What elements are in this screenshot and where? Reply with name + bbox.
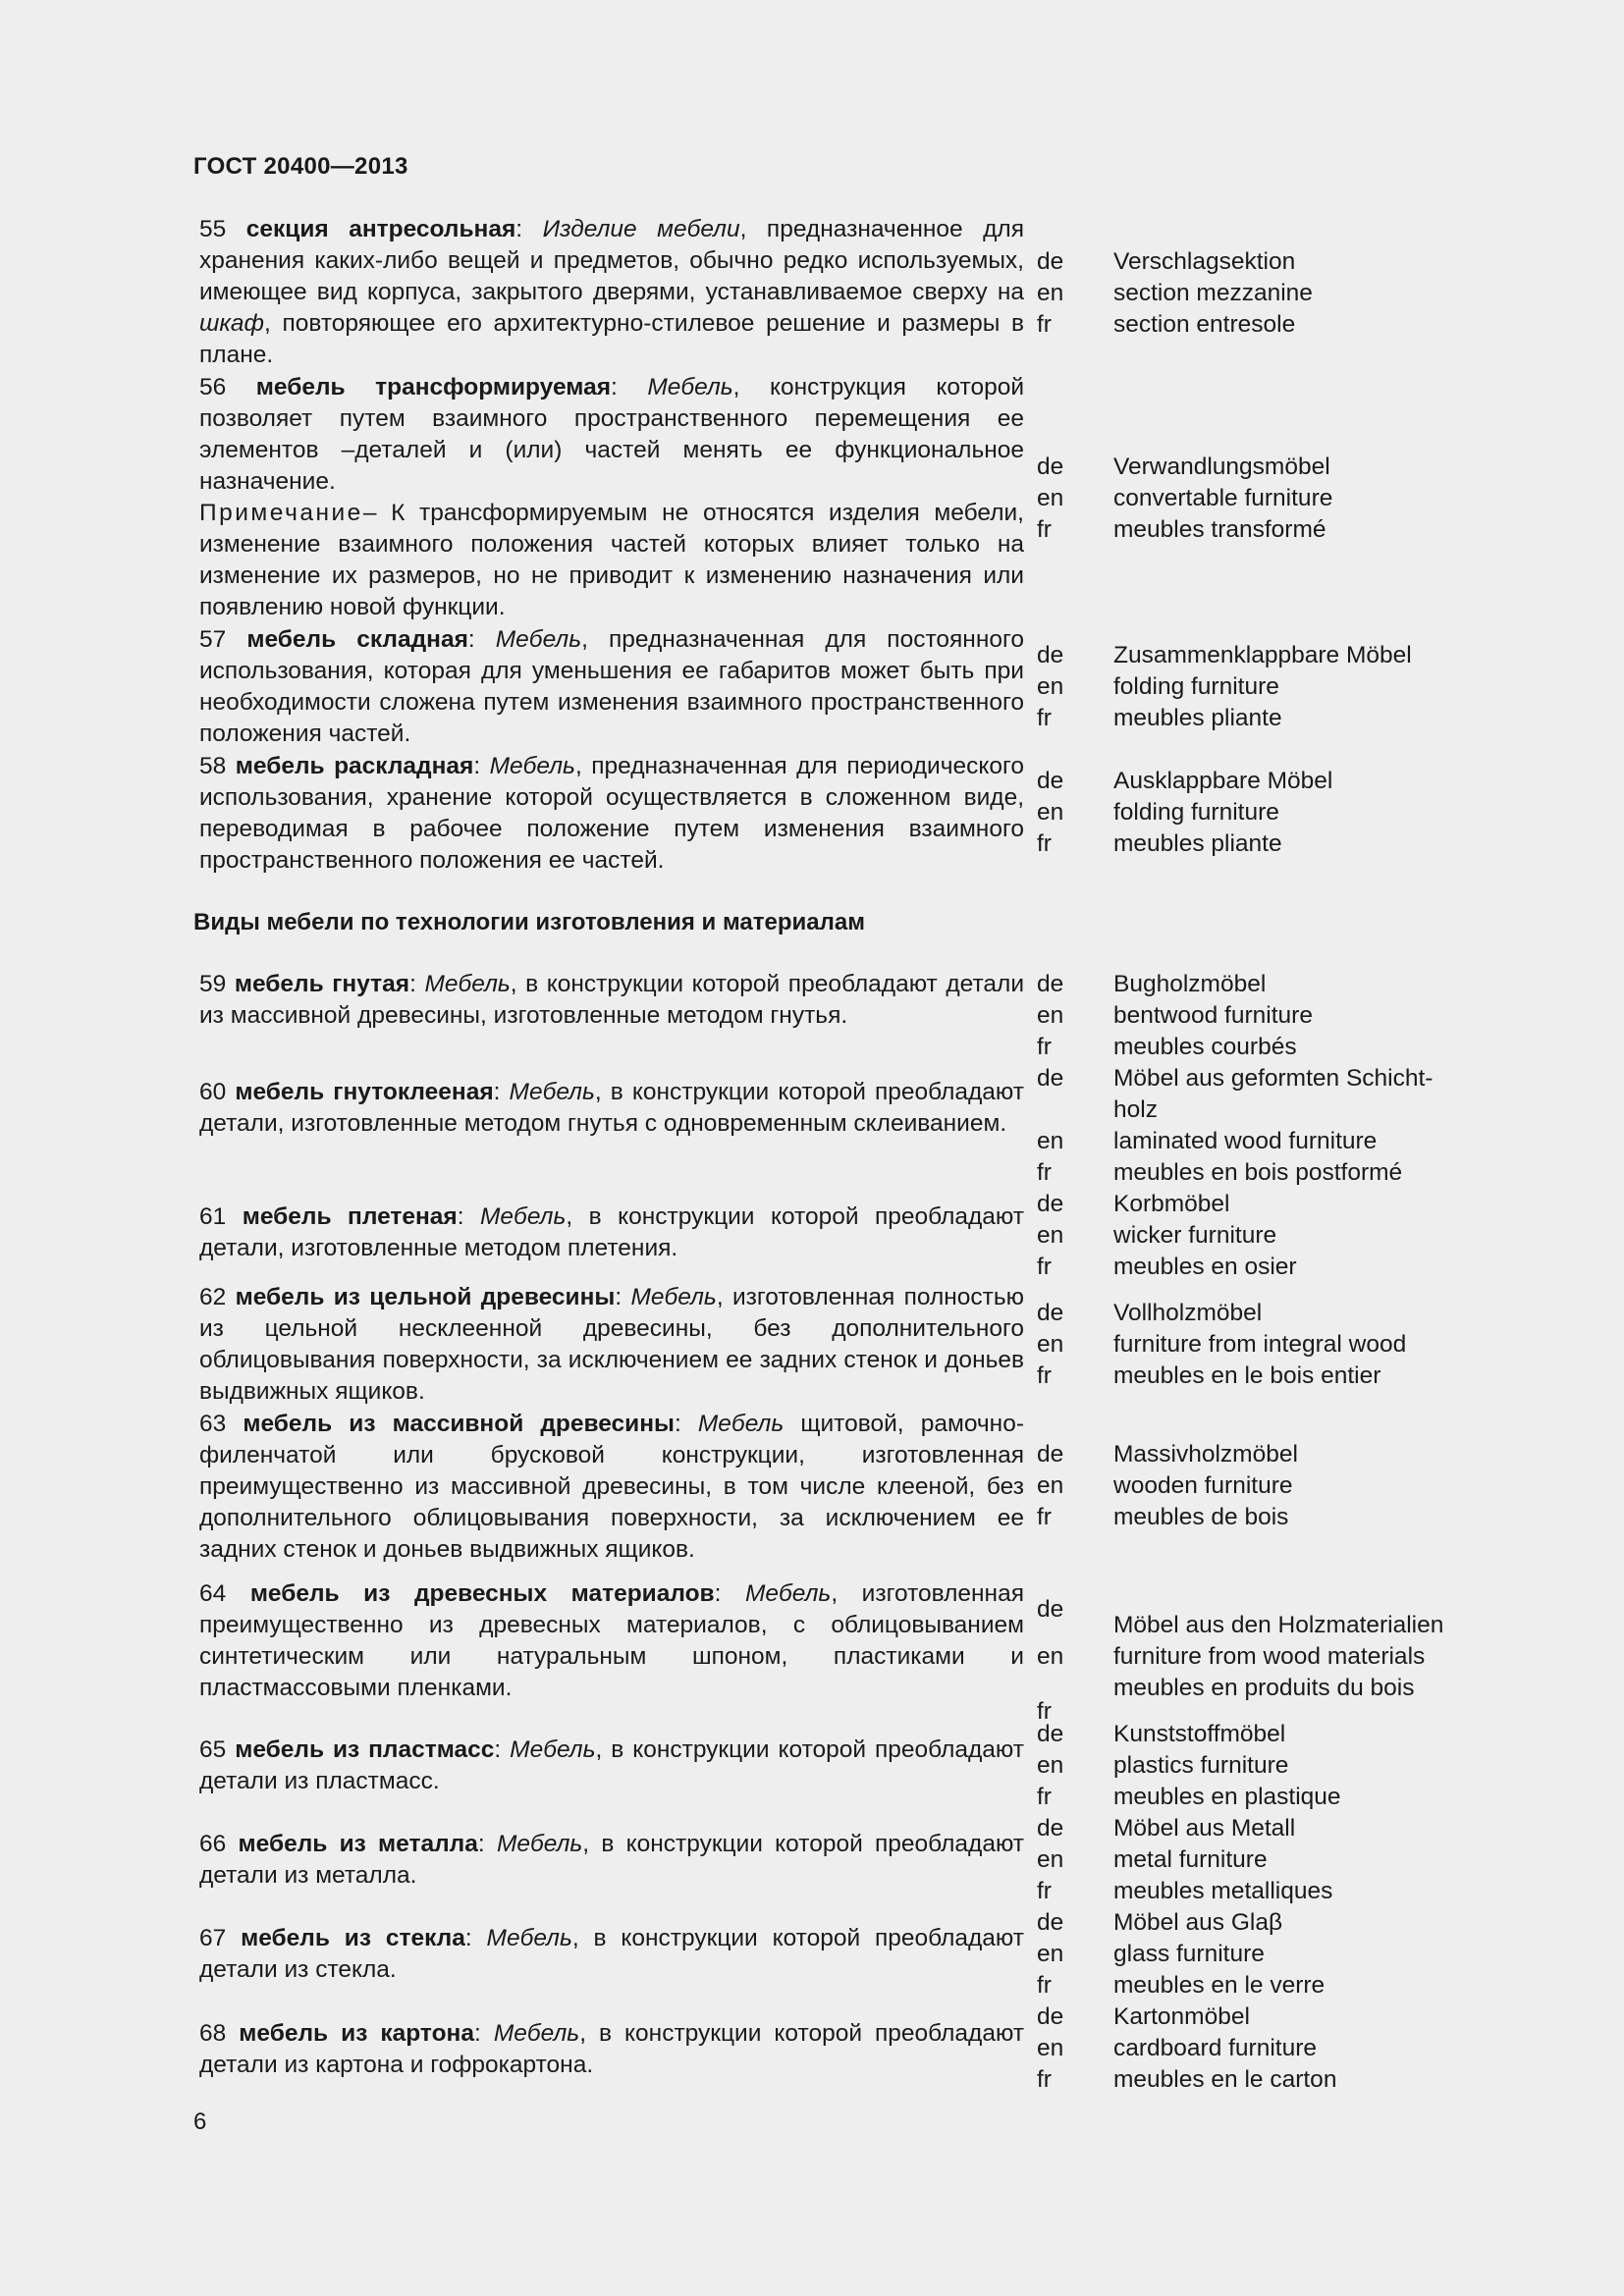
lang-code-fr: fr	[1037, 1034, 1052, 1060]
term-separator: :	[477, 1831, 497, 1857]
term-name: мебель из пластмасс	[235, 1736, 495, 1763]
note-label: Примечание	[199, 500, 363, 526]
term-name: мебель плетеная	[242, 1203, 458, 1230]
term-separator: :	[615, 1284, 631, 1310]
term-definition: , изготовленная преимущественно из древесных материалов, с облицовыванием синтетическим или натуральным шпоном, пластиками и пластмассовыми пленками.	[199, 1580, 1024, 1701]
lang-code-de: de	[1037, 642, 1064, 668]
term-separator: :	[473, 753, 490, 779]
translation-de: Ausklappbare Möbel	[1113, 768, 1333, 794]
term-number: 56	[199, 374, 227, 400]
term-entry-60	[199, 1077, 1024, 1140]
translation-fr: meubles en plastique	[1113, 1784, 1341, 1810]
term-separator: :	[494, 1736, 511, 1763]
term-number: 63	[199, 1411, 227, 1437]
term-number: 58	[199, 753, 227, 779]
lang-code-de: de	[1037, 1596, 1064, 1623]
term-reference: Мебель	[697, 1411, 785, 1437]
translation-en: plastics furniture	[1113, 1752, 1289, 1779]
lang-code-de: de	[1037, 1300, 1064, 1326]
term-separator: :	[714, 1580, 745, 1607]
translation-de: Massivholzmöbel	[1113, 1441, 1298, 1468]
term-number: 61	[199, 1203, 227, 1230]
term-name: мебель гнутая	[234, 971, 410, 997]
lang-code-de: de	[1037, 1909, 1064, 1936]
lang-code-de: de	[1037, 1721, 1064, 1747]
translation-en: wicker furniture	[1113, 1222, 1277, 1249]
translation-fr: meubles en produits du bois	[1113, 1675, 1415, 1701]
term-reference: Изделие мебели	[542, 216, 740, 242]
term-entry-64	[199, 1578, 1024, 1704]
note-text: – К трансформируемым не относятся изделия мебели, изменение взаимного положения частей которых влияет только на изменение их размеров, но не приводит к изменению назначения или появлению новой функции.	[199, 500, 1024, 620]
lang-code-de: de	[1037, 2003, 1064, 2030]
term-definition: , предназначенная для периодического использования, хранение которой осуществляется в сложенном виде, переводимая в рабочее положение путем изменения взаимного пространственного положения ее частей.	[199, 753, 1024, 874]
term-number: 64	[199, 1580, 227, 1607]
term-reference: Мебель	[630, 1284, 717, 1310]
lang-code-en: en	[1037, 1222, 1064, 1249]
lang-code-fr: fr	[1037, 705, 1052, 731]
translation-en: folding furniture	[1113, 799, 1279, 826]
term-definition: , в конструкции которой преобладают детали из массивной древесины, изготовленные методом гнутья.	[199, 971, 1025, 1029]
lang-code-en: en	[1037, 1472, 1064, 1499]
lang-code-de: de	[1037, 1065, 1064, 1092]
term-definition: , повторяющее его архитектурно-стилевое решение и размеры в плане.	[199, 310, 1024, 368]
term-separator: :	[467, 626, 496, 653]
term-reference: Мебель	[495, 626, 582, 653]
translation-de: Möbel aus Metall	[1113, 1815, 1296, 1842]
translation-de: Zusammenklappbare Möbel	[1113, 642, 1412, 668]
translation-en: furniture from integral wood	[1113, 1331, 1407, 1358]
translation-de-line1: Möbel aus geformten Schicht-	[1113, 1065, 1434, 1092]
translation-fr: meubles transformé	[1113, 516, 1326, 543]
term-reference: Мебель	[510, 1736, 596, 1763]
translation-en: bentwood furniture	[1113, 1002, 1313, 1029]
lang-code-de: de	[1037, 971, 1064, 997]
term-entry-62	[199, 1282, 1024, 1408]
lang-code-fr: fr	[1037, 311, 1052, 338]
term-name: мебель из древесных материалов	[249, 1580, 715, 1607]
translation-de: Kartonmöbel	[1113, 2003, 1250, 2030]
term-entry-68	[199, 2018, 1024, 2081]
lang-code-fr: fr	[1037, 2066, 1052, 2093]
translation-de: Korbmöbel	[1113, 1191, 1230, 1217]
translation-de: Vollholzmöbel	[1113, 1300, 1263, 1326]
term-separator: :	[674, 1411, 698, 1437]
term-definition: , в конструкции которой преобладают детали из картона и гофрокартона.	[199, 2020, 1025, 2078]
term-separator: :	[474, 2020, 494, 2047]
document-header: ГОСТ 20400—2013	[193, 153, 408, 180]
term-entry-58	[199, 751, 1024, 877]
term-entry-55	[199, 214, 1024, 371]
lang-code-de: de	[1037, 768, 1064, 794]
term-reference: шкаф	[199, 310, 264, 337]
lang-code-en: en	[1037, 799, 1064, 826]
lang-code-fr: fr	[1037, 516, 1052, 543]
term-definition: , в конструкции которой преобладают детали из стекла.	[199, 1925, 1024, 1983]
term-name: мебель из металла	[238, 1831, 478, 1857]
translation-fr: meubles de bois	[1113, 1504, 1289, 1530]
term-number: 67	[199, 1925, 227, 1951]
term-definition: , изготовленная полностью из цельной несклеенной древесины, без дополнительного облицовывания поверхности, за исключением ее задних стенок и доньев выдвижных ящиков.	[199, 1284, 1024, 1405]
translation-de: Verschlagsektion	[1113, 248, 1296, 275]
lang-code-fr: fr	[1037, 1972, 1052, 1999]
lang-code-fr: fr	[1037, 1362, 1052, 1389]
term-number: 60	[199, 1079, 227, 1105]
term-entry-65	[199, 1735, 1024, 1797]
term-separator: :	[515, 216, 543, 242]
lang-code-en: en	[1037, 1752, 1064, 1779]
lang-code-en: en	[1037, 2035, 1064, 2061]
term-name: мебель гнутоклееная	[235, 1079, 494, 1105]
translation-de-line2: holz	[1113, 1096, 1158, 1123]
translation-de: Möbel aus Glaβ	[1113, 1909, 1283, 1936]
lang-code-de: de	[1037, 1191, 1064, 1217]
translation-en: laminated wood furniture	[1113, 1128, 1378, 1154]
term-reference: Мебель	[480, 1203, 567, 1230]
lang-code-fr: fr	[1037, 1784, 1052, 1810]
term-entry-66	[199, 1829, 1024, 1892]
term-number: 66	[199, 1831, 227, 1857]
section-title: Виды мебели по технологии изготовления и материалам	[193, 909, 865, 935]
term-number: 55	[199, 216, 227, 242]
lang-code-fr: fr	[1037, 1698, 1052, 1725]
lang-code-de: de	[1037, 248, 1064, 275]
lang-code-en: en	[1037, 1846, 1064, 1873]
term-reference: Мебель	[509, 1079, 595, 1105]
term-definition: , предназначенное для хранения каких-либо вещей и предметов, обычно редко используемых, имеющее вид корпуса, закрытого дверями, устанавливаемое сверху на	[199, 216, 1024, 305]
term-entry-56	[199, 372, 1024, 623]
term-definition: , в конструкции которой преобладают детали из металла.	[199, 1831, 1024, 1889]
translation-en: section mezzanine	[1113, 280, 1313, 306]
translation-fr: meubles courbés	[1113, 1034, 1297, 1060]
term-number: 68	[199, 2020, 227, 2047]
term-reference: Мебель	[493, 2020, 580, 2047]
translation-de: Verwandlungsmöbel	[1113, 454, 1330, 480]
term-definition: , в конструкции которой преобладают детали из пластмасс.	[199, 1736, 1024, 1794]
lang-code-en: en	[1037, 485, 1064, 511]
term-name: мебель из картона	[239, 2020, 474, 2047]
lang-code-de: de	[1037, 1441, 1064, 1468]
term-number: 62	[199, 1284, 227, 1310]
lang-code-fr: fr	[1037, 1504, 1052, 1530]
page-number: 6	[193, 2109, 207, 2135]
term-reference: Мебель	[424, 971, 511, 997]
translation-fr: meubles en le carton	[1113, 2066, 1337, 2093]
term-definition: , конструкция которой позволяет путем взаимного пространственного перемещения ее элементов –деталей и (или) частей менять ее функциональное назначение.	[199, 374, 1025, 495]
translation-de: Bugholzmöbel	[1113, 971, 1267, 997]
term-reference: Мебель	[744, 1580, 832, 1607]
term-name: мебель складная	[246, 626, 468, 653]
term-reference: Мебель	[489, 753, 575, 779]
term-entry-63	[199, 1409, 1024, 1566]
term-definition: щитовой, рамочно-филенчатой или брусковой конструкции, изготовленная преимущественно из массивной древесины, в том числе клееной, без дополнительного облицовывания поверхности, за исключением ее задних стенок и доньев выдвижных ящиков.	[199, 1411, 1024, 1563]
term-reference: Мебель	[647, 374, 733, 400]
term-number: 65	[199, 1736, 227, 1763]
translation-fr: meubles pliante	[1113, 830, 1282, 857]
term-reference: Мебель	[486, 1925, 572, 1951]
translation-en: convertable furniture	[1113, 485, 1333, 511]
term-definition: , в конструкции которой преобладают детали, изготовленные методом плетения.	[199, 1203, 1024, 1261]
lang-code-fr: fr	[1037, 1878, 1052, 1904]
term-reference: Мебель	[496, 1831, 583, 1857]
lang-code-en: en	[1037, 673, 1064, 700]
term-separator: :	[493, 1079, 510, 1105]
lang-code-en: en	[1037, 1128, 1064, 1154]
term-entry-61	[199, 1201, 1024, 1264]
term-separator: :	[457, 1203, 481, 1230]
lang-code-en: en	[1037, 1002, 1064, 1029]
translation-en: glass furniture	[1113, 1941, 1265, 1967]
term-entry-57	[199, 624, 1024, 750]
term-name: секция антресольная	[245, 216, 516, 242]
translation-en: cardboard furniture	[1113, 2035, 1318, 2061]
translation-en: metal furniture	[1113, 1846, 1268, 1873]
translation-fr: section entresole	[1113, 311, 1296, 338]
translation-fr: meubles en bois postformé	[1113, 1159, 1403, 1186]
lang-code-fr: fr	[1037, 1159, 1052, 1186]
lang-code-fr: fr	[1037, 1254, 1052, 1280]
term-definition: , в конструкции которой преобладают детали, изготовленные методом гнутья с одновременным склеиванием.	[199, 1079, 1024, 1137]
term-entry-67	[199, 1923, 1024, 1986]
translation-de: Möbel aus den Holzmaterialien	[1113, 1612, 1444, 1638]
translation-fr: meubles en le verre	[1113, 1972, 1326, 1999]
term-name: мебель из стекла	[241, 1925, 465, 1951]
lang-code-en: en	[1037, 1331, 1064, 1358]
lang-code-de: de	[1037, 1815, 1064, 1842]
translation-en: folding furniture	[1113, 673, 1279, 700]
term-separator: :	[611, 374, 648, 400]
term-name: мебель из цельной древесины	[235, 1284, 616, 1310]
lang-code-en: en	[1037, 1941, 1064, 1967]
lang-code-en: en	[1037, 1643, 1064, 1670]
term-separator: :	[464, 1925, 487, 1951]
term-name: мебель из массивной древесины	[243, 1411, 675, 1437]
translation-fr: meubles en osier	[1113, 1254, 1297, 1280]
translation-fr: meubles metalliques	[1113, 1878, 1333, 1904]
translation-fr: meubles pliante	[1113, 705, 1282, 731]
lang-code-en: en	[1037, 280, 1064, 306]
term-number: 57	[199, 626, 227, 653]
lang-code-fr: fr	[1037, 830, 1052, 857]
term-name: мебель трансформируемая	[255, 374, 611, 400]
translation-en: furniture from wood materials	[1113, 1643, 1426, 1670]
lang-code-de: de	[1037, 454, 1064, 480]
translation-en: wooden furniture	[1113, 1472, 1293, 1499]
term-entry-59	[199, 969, 1024, 1032]
term-name: мебель раскладная	[235, 753, 474, 779]
translation-fr: meubles en le bois entier	[1113, 1362, 1381, 1389]
term-definition: , предназначенная для постоянного использования, которая для уменьшения ее габаритов может быть при необходимости сложена путем изменения взаимного пространственного положения частей.	[199, 626, 1024, 747]
term-number: 59	[199, 971, 227, 997]
translation-de: Kunststoffmöbel	[1113, 1721, 1286, 1747]
term-separator: :	[409, 971, 425, 997]
